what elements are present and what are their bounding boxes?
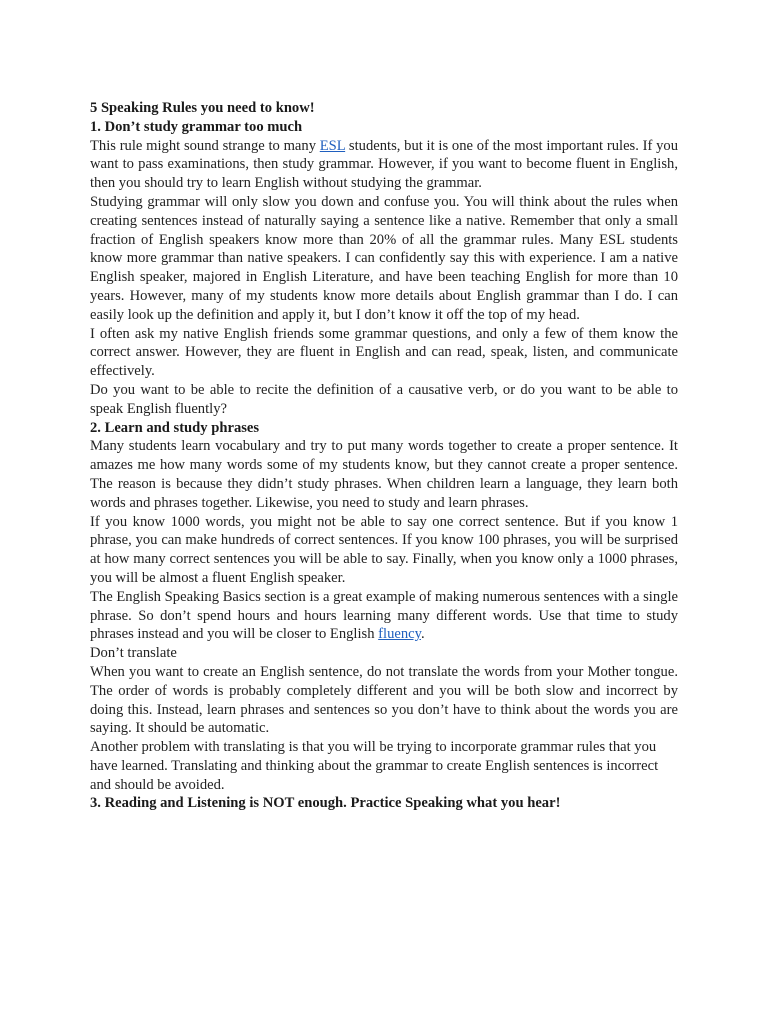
rule1-paragraph-3: I often ask my native English friends some grammar questions, and only a few of them know the correct answer. However, they are fluent in English and can read, speak, listen, and communicate effectively. [90, 325, 678, 380]
rule1-paragraph-4: Do you want to be able to recite the definition of a causative verb, or do you want to be able to speak English fluently? [90, 381, 678, 417]
rule3-heading: 3. Reading and Listening is NOT enough. Practice Speaking what you hear! [90, 795, 561, 812]
rule1-paragraph-2: Studying grammar will only slow you down and confuse you. You will think about the rules when creating sentences instead of naturally saying a sentence like a native. Remember that only a small fraction of English speakers know more than 20% of all the grammar rules. Many ESL students know more grammar than native speakers. I can confidently say this with experience. I am a native English speaker, majored in English Literature, and have been teaching English for more than 10 years. However, many of my students know more details about English grammar than I do. I can easily look up the definition and apply it, but I don’t know it off the top of my head. [90, 193, 678, 323]
fluency-link[interactable]: fluency [378, 626, 421, 643]
translate-paragraph-2: Another problem with translating is that you will be trying to incorporate grammar rules that you have learned. Translating and thinking about the grammar to create English sentences is incorrect and should be avoided. [90, 739, 659, 793]
esl-link[interactable]: ESL [319, 137, 346, 154]
translate-paragraph-1: When you want to create an English sentence, do not translate the words from your Mother tongue. The order of words is probably completely different and you will be both slow and incorrect by doing this. Instead, learn phrases and sentences so you don’t have to think about the words you are saying. It should be automatic. [90, 663, 678, 737]
rule2-heading: 2. Learn and study phrases [90, 419, 260, 436]
rule1-p1-text-after: students, but it is one of the most important rules. If you want to pass examinations, then study grammar. However, if you want to become fluent in English, then you should try to learn English without studying the grammar. [90, 137, 678, 192]
rule2-p3-text-before: The English Speaking Basics section is a great example of making numerous sentences with a single phrase. So don’t spend hours and hours learning many different words. Use that time to study phrases instead and you will be closer to English [90, 588, 678, 643]
rule2-paragraph-2: If you know 1000 words, you might not be able to say one correct sentence. But if you know 1 phrase, you can make hundreds of correct sentences. If you know 100 phrases, you will be surprised at how many correct sentences you will be able to say. Finally, when you know only a 1000 phrases, you will be almost a fluent English speaker. [90, 513, 678, 586]
rule2-paragraph-3 [90, 588, 678, 644]
rule1-p1-text-before: This rule might sound strange to many [90, 137, 320, 154]
translate-heading: Don’t translate [90, 645, 177, 662]
rule1-paragraph-1 [90, 137, 678, 193]
rule1-heading: 1. Don’t study grammar too much [90, 118, 303, 135]
rule2-paragraph-1: Many students learn vocabulary and try to put many words together to create a proper sentence. It amazes me how many words some of my students know, but they cannot create a proper sentence. The reason is because they didn’t study phrases. When children learn a language, they learn both words and phrases together. Likewise, you need to study and learn phrases. [90, 438, 678, 511]
rule2-p3-text-after: . [420, 626, 425, 643]
document-title: 5 Speaking Rules you need to know! [90, 100, 315, 116]
document-page [90, 99, 678, 813]
